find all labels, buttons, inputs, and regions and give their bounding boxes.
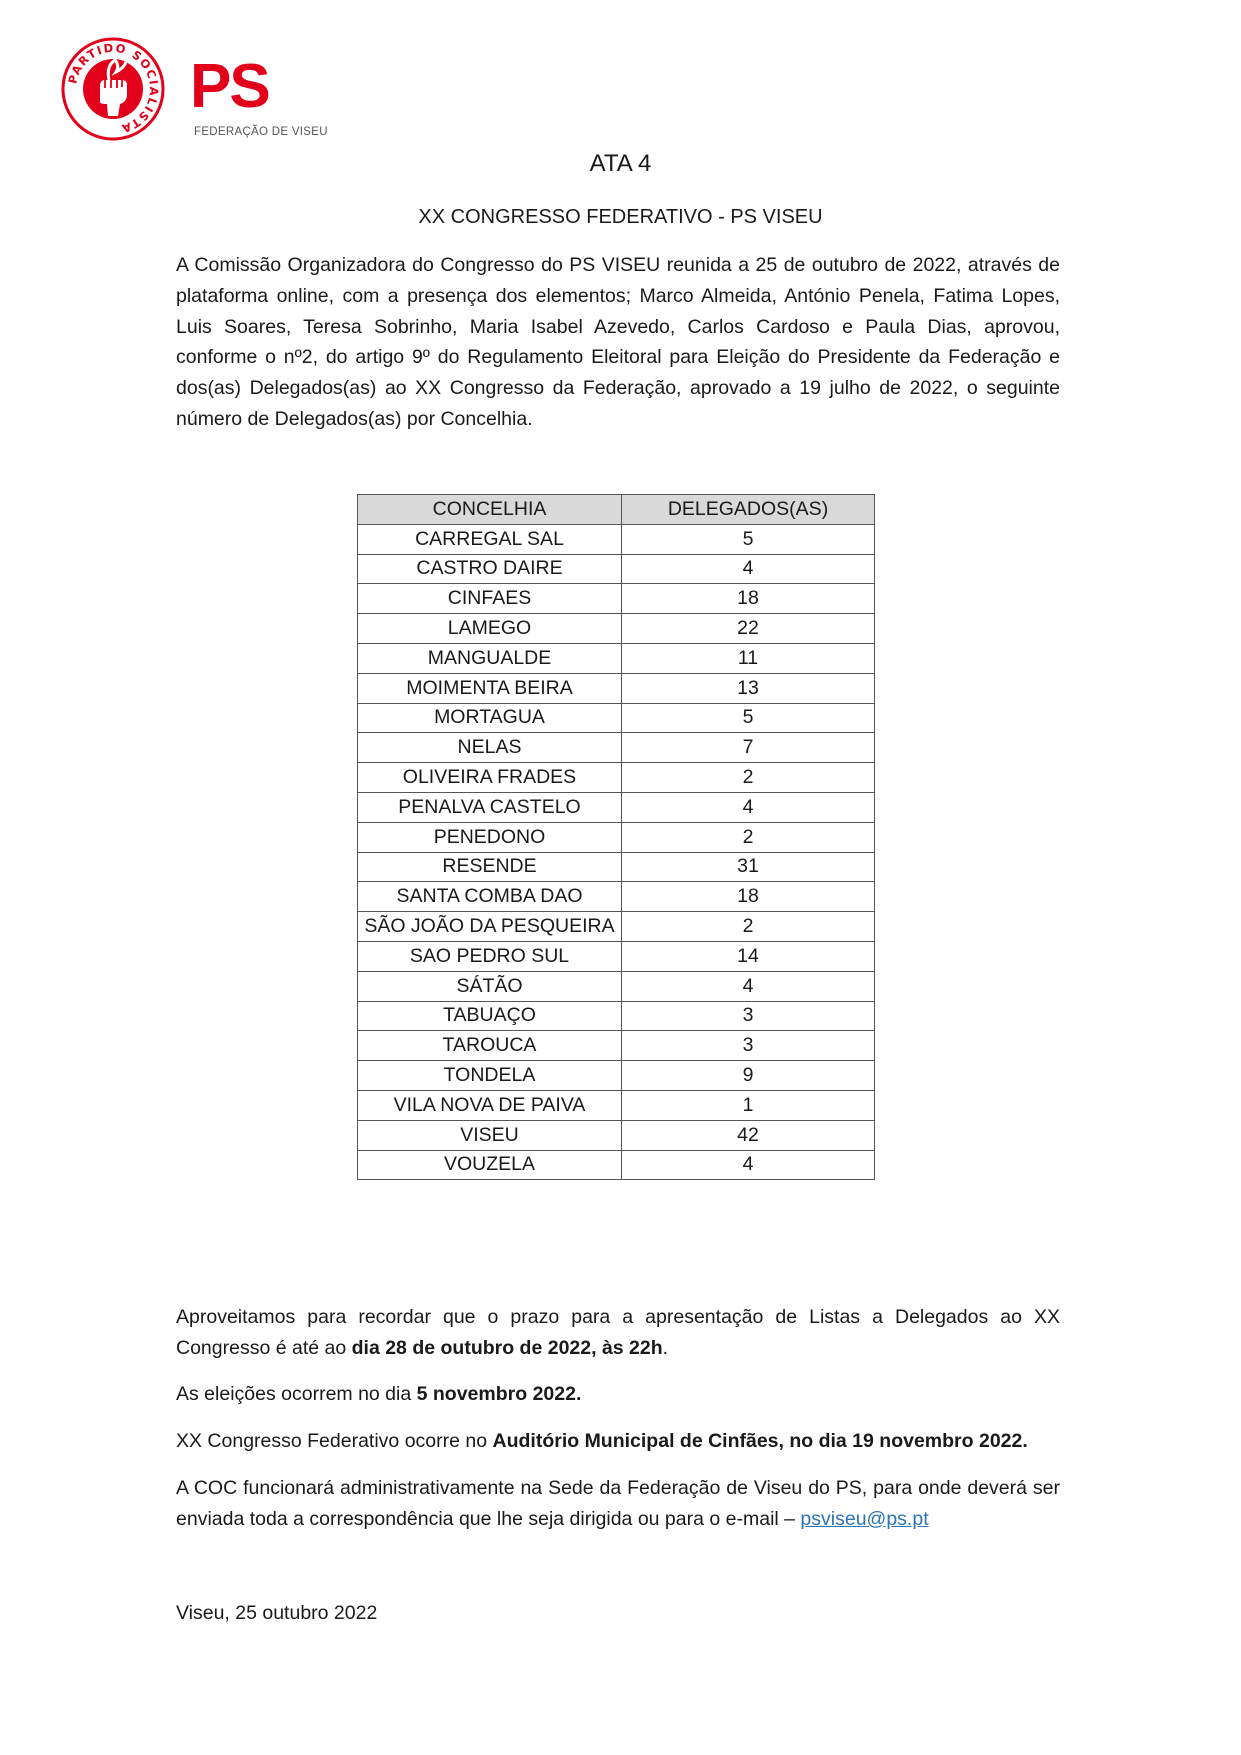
delegados-cell: 22 (622, 614, 875, 644)
delegados-cell: 4 (622, 554, 875, 584)
document-title: ATA 4 (589, 150, 652, 177)
elections-date: 5 novembro 2022. (416, 1383, 582, 1405)
delegados-cell: 2 (622, 912, 875, 942)
congress-venue: Auditório Municipal de Cinfães, no dia 19 novembro 2022. (492, 1430, 1028, 1452)
delegados-cell: 5 (622, 703, 875, 733)
table-row (358, 763, 875, 793)
delegados-cell: 3 (622, 1001, 875, 1031)
concelhia-cell: SÁTÃO (358, 971, 622, 1001)
table-header-row (358, 495, 875, 525)
delegados-cell: 5 (622, 524, 875, 554)
delegados-cell: 13 (622, 673, 875, 703)
deadline-text: Aproveitamos para recordar que o prazo para a apresentação de Listas a Delegados ao XX Congresso é até ao (176, 1306, 1060, 1359)
email-link[interactable]: psviseu@ps.pt (800, 1507, 929, 1530)
concelhia-cell: PENALVA CASTELO (358, 792, 622, 822)
delegados-cell: 11 (622, 643, 875, 673)
delegados-cell: 4 (622, 1150, 875, 1180)
delegates-table (357, 494, 875, 1180)
elections-paragraph (176, 1379, 1060, 1410)
concelhia-cell: CINFAES (358, 584, 622, 614)
delegados-cell: 18 (622, 882, 875, 912)
congress-text: XX Congresso Federativo ocorre no (176, 1430, 493, 1452)
concelhia-cell: RESENDE (358, 852, 622, 882)
delegados-cell: 3 (622, 1031, 875, 1061)
concelhia-cell: VISEU (358, 1120, 622, 1150)
concelhia-cell: PENEDONO (358, 822, 622, 852)
table-row (358, 673, 875, 703)
table-row (358, 703, 875, 733)
deadline-end: . (662, 1336, 669, 1359)
ps-brand-mark: PS (190, 52, 269, 121)
table-row (358, 584, 875, 614)
delegados-cell: 4 (622, 971, 875, 1001)
delegados-cell: 9 (622, 1061, 875, 1091)
table-row (358, 554, 875, 584)
deadline-date: dia 28 de outubro de 2022, às 22h (351, 1336, 663, 1359)
concelhia-cell: SÃO JOÃO DA PESQUEIRA (358, 912, 622, 942)
table-body (358, 524, 875, 1180)
congress-paragraph (176, 1426, 1060, 1457)
delegados-cell: 18 (622, 584, 875, 614)
concelhia-cell: SAO PEDRO SUL (358, 941, 622, 971)
table-row (358, 643, 875, 673)
concelhia-cell: SANTA COMBA DAO (358, 882, 622, 912)
seal-text: PARTIDO SOCIALISTA (65, 40, 162, 137)
delegados-cell: 2 (622, 763, 875, 793)
concelhia-cell: VILA NOVA DE PAIVA (358, 1090, 622, 1120)
federation-subtitle: FEDERAÇÃO DE VISEU (194, 126, 328, 138)
concelhia-cell: VOUZELA (358, 1150, 622, 1180)
delegados-cell: 14 (622, 941, 875, 971)
concelhia-cell: MANGUALDE (358, 643, 622, 673)
table-row (358, 822, 875, 852)
concelhia-cell: CARREGAL SAL (358, 524, 622, 554)
concelhia-cell: TONDELA (358, 1061, 622, 1091)
delegados-cell: 7 (622, 733, 875, 763)
concelhia-cell: MOIMENTA BEIRA (358, 673, 622, 703)
table-row (358, 1090, 875, 1120)
concelhia-cell: OLIVEIRA FRADES (358, 763, 622, 793)
delegados-cell: 31 (622, 852, 875, 882)
coc-text: A COC funcionará administrativamente na Sede da Federação de Viseu do PS, para onde deverá ser enviada toda a correspondência que lhe seja dirigida ou para o e-mail – (176, 1477, 1060, 1530)
fist-rose-seal-icon (60, 36, 166, 142)
table-row (358, 792, 875, 822)
table-row (358, 1001, 875, 1031)
table-row (358, 733, 875, 763)
delegados-cell: 2 (622, 822, 875, 852)
delegados-cell: 1 (622, 1090, 875, 1120)
table-row (358, 1031, 875, 1061)
deadline-paragraph (176, 1302, 1060, 1364)
ps-viseu-logo (60, 36, 340, 146)
table-row (358, 941, 875, 971)
concelhia-cell: LAMEGO (358, 614, 622, 644)
concelhia-cell: NELAS (358, 733, 622, 763)
table-row (358, 1120, 875, 1150)
delegados-cell: 4 (622, 792, 875, 822)
intro-paragraph: A Comissão Organizadora do Congresso do PS VISEU reunida a 25 de outubro de 2022, através de plataforma online, com a presença dos elementos; Marco Almeida, António Penela, Fatima Lopes, Luis Soares, Teresa Sobrinho, Maria Isabel Azevedo, Carlos Cardoso e Paula Dias, aprovou, conforme o nº2, do artigo 9º do Regulamento Eleitoral para Eleição do Presidente da Federação e dos(as) Delegados(as) ao XX Congresso da Federação, aprovado a 19 julho de 2022, o seguinte número de Delegados(as) por Concelhia. (176, 254, 1060, 430)
column-header-delegados: DELEGADOS(AS) (622, 495, 875, 525)
document-subtitle: XX CONGRESSO FEDERATIVO - PS VISEU (418, 206, 823, 228)
concelhia-cell: MORTAGUA (358, 703, 622, 733)
table-row (358, 912, 875, 942)
table-row (358, 882, 875, 912)
signature-line: Viseu, 25 outubro 2022 (176, 1602, 378, 1624)
elections-text: As eleições ocorrem no dia (176, 1383, 417, 1405)
coc-paragraph (176, 1473, 1060, 1535)
table-row (358, 1150, 875, 1180)
table-row (358, 614, 875, 644)
table-row (358, 852, 875, 882)
table-row (358, 971, 875, 1001)
concelhia-cell: TAROUCA (358, 1031, 622, 1061)
concelhia-cell: CASTRO DAIRE (358, 554, 622, 584)
table-row (358, 524, 875, 554)
table-row (358, 1061, 875, 1091)
concelhia-cell: TABUAÇO (358, 1001, 622, 1031)
delegados-cell: 42 (622, 1120, 875, 1150)
column-header-concelhia: CONCELHIA (358, 495, 622, 525)
